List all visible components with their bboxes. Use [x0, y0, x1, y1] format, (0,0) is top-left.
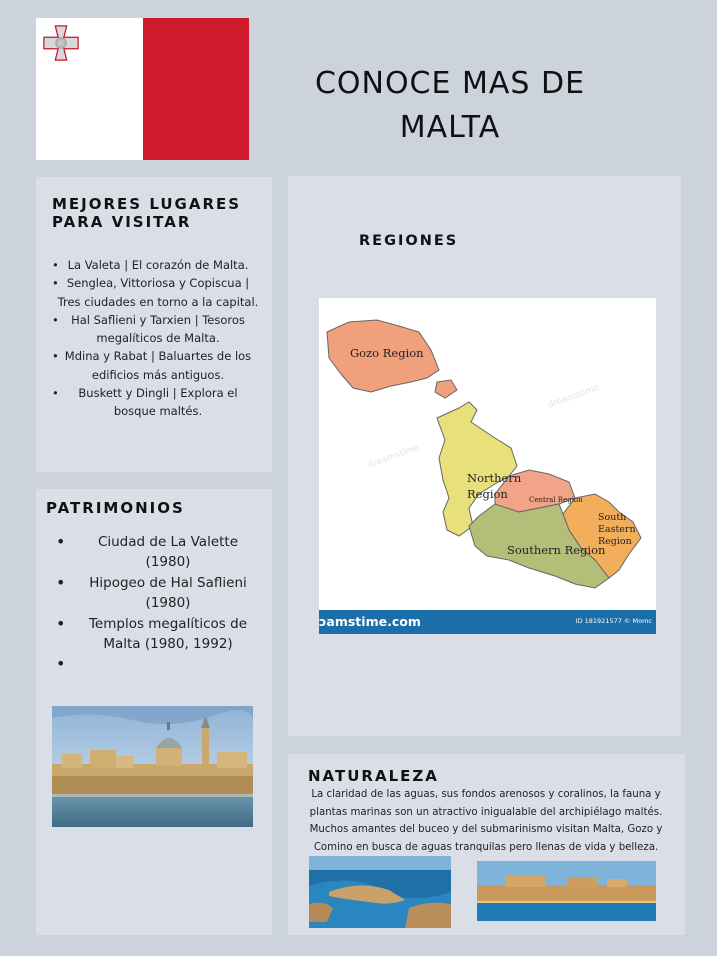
regions-map-image: [319, 298, 656, 634]
flag-red-half: [143, 18, 249, 160]
naturaleza-heading: NATURALEZA: [308, 767, 439, 785]
list-item: • Senglea, Vittoriosa y Copiscua | Tres ciudades en torno a la capital.: [48, 274, 260, 311]
map-footer-bar: [319, 610, 656, 634]
lugares-heading-line-1: MEJORES LUGARES: [52, 195, 242, 213]
valletta-photo: [52, 706, 253, 827]
list-item: • Hipogeo de Hal Saflieni (1980): [52, 573, 264, 614]
george-cross-icon: [42, 24, 80, 62]
list-item: • Mdina y Rabat | Baluartes de los edificios más antiguos.: [48, 347, 260, 384]
list-item-empty: [52, 654, 264, 674]
list-item: • La Valeta | El corazón de Malta.: [48, 256, 260, 274]
flag-white-half: [36, 18, 143, 160]
fort-harbour-photo: [477, 861, 656, 921]
page-title: [300, 62, 600, 150]
gozo-label: Gozo Region: [350, 346, 424, 360]
list-item: • Ciudad de La Valette (1980): [52, 532, 264, 573]
lugares-list: [48, 256, 260, 421]
patrimonios-list: [52, 532, 264, 674]
comino-shape: [435, 380, 457, 398]
malta-regions-map: [319, 298, 656, 634]
central-label: Central Region: [529, 496, 583, 504]
lugares-heading-line-2: PARA VISITAR: [52, 213, 192, 231]
lugares-heading: [52, 195, 262, 231]
fort-harbour-image: [477, 861, 656, 921]
list-item: • Buskett y Dingli | Explora el bosque maltés.: [48, 384, 260, 421]
list-item: • Hal Saflieni y Tarxien | Tesoros megalíticos de Malta.: [48, 311, 260, 348]
map-footer-id: ID 181921577 © Momc: [575, 617, 652, 625]
southern-label: Southern Region: [507, 543, 606, 557]
patrimonios-heading: PATRIMONIOS: [46, 499, 185, 517]
valletta-skyline-image: [52, 706, 253, 827]
coast-aerial-photo: [309, 856, 451, 928]
map-footer-brand: ɔamstime.com: [319, 614, 421, 629]
title-line-2: MALTA: [399, 110, 501, 145]
naturaleza-text: La claridad de las aguas, sus fondos arenosos y coralinos, la fauna y plantas marinas son un atractivo inigualable del archipiélago maltés. Muchos amantes del buceo y del submarinismo visitan Malta, Gozo y Comino en busca de aguas tranquilas pero llenas de vida y belleza.: [309, 789, 663, 853]
regiones-heading: REGIONES: [359, 233, 459, 249]
svg-text:dreamstime: dreamstime: [546, 382, 601, 411]
northern-label-2: Region: [467, 487, 508, 501]
south-eastern-label-3: Region: [598, 536, 632, 547]
malta-flag: [36, 18, 249, 160]
list-item: • Templos megalíticos de Malta (1980, 1992): [52, 614, 264, 655]
south-eastern-label-2: Eastern: [598, 524, 636, 535]
coast-aerial-image: [309, 856, 451, 928]
northern-label-1: Northern: [467, 471, 522, 485]
svg-text:dreamstime: dreamstime: [366, 442, 421, 471]
title-line-1: CONOCE MAS DE: [314, 66, 586, 101]
south-eastern-label-1: South: [598, 512, 627, 523]
